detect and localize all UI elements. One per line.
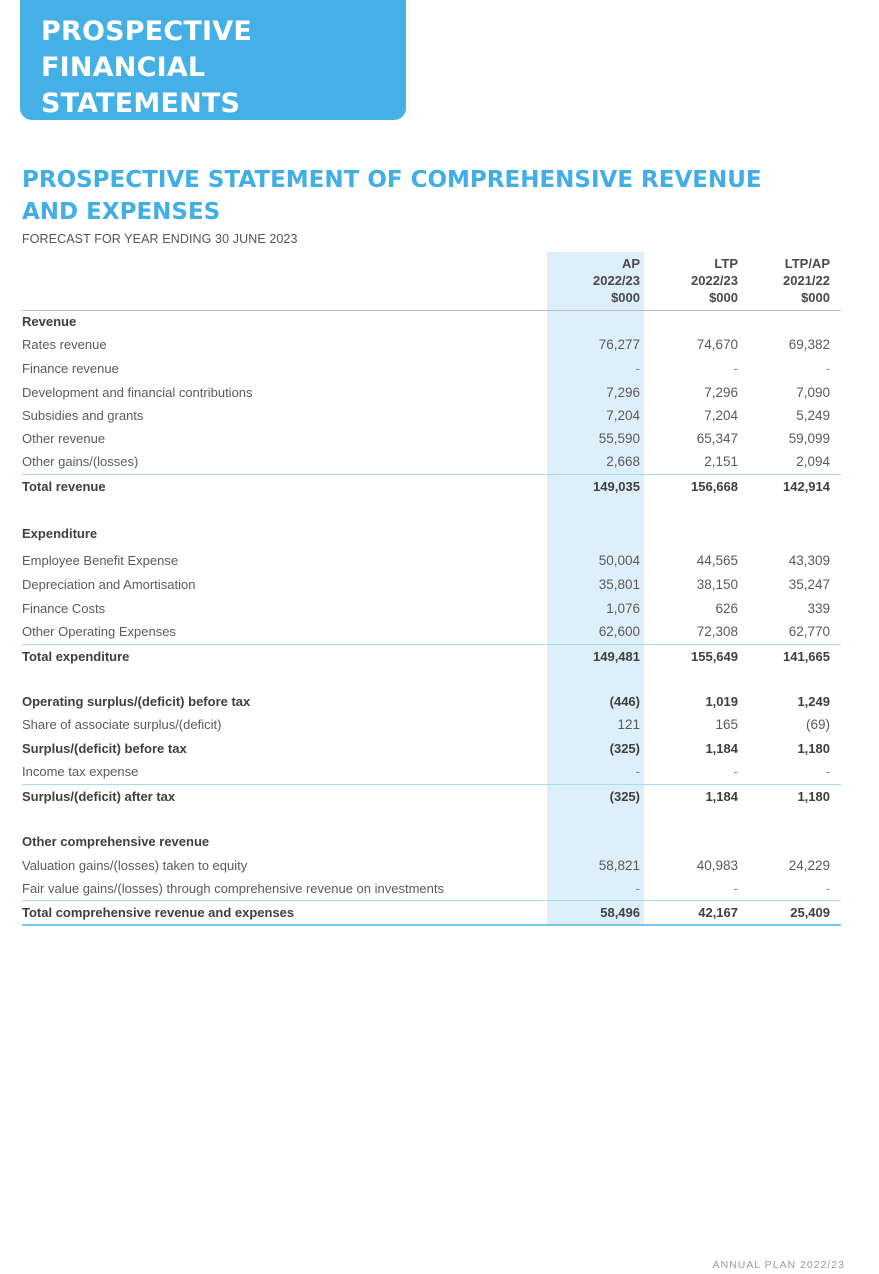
row-value-ap: 1,076	[606, 601, 640, 616]
row-label: Depreciation and Amortisation	[22, 577, 196, 592]
row-label: Other Operating Expenses	[22, 624, 176, 639]
row-value-ltp-ap: -	[825, 764, 830, 779]
row-value-ltp-ap: 5,249	[796, 408, 830, 423]
section-banner	[20, 0, 406, 120]
row-value-ap: 76,277	[598, 337, 640, 352]
table-row	[22, 597, 841, 620]
table-row	[22, 404, 841, 427]
column-header-line: 2022/23	[691, 273, 738, 288]
row-value-ltp: 7,204	[704, 408, 738, 423]
column-header-line: $000	[801, 290, 830, 305]
row-label: Total expenditure	[22, 649, 130, 664]
column-header-line: LTP/AP	[784, 256, 830, 271]
row-value-ltp-ap: -	[825, 881, 830, 896]
section-heading-revenue	[22, 310, 841, 333]
row-label: Other comprehensive revenue	[22, 834, 210, 849]
row-value-ap: -	[635, 881, 640, 896]
table-row	[22, 450, 841, 473]
row-value-ap: 149,035	[593, 479, 640, 494]
table-row	[22, 573, 841, 596]
row-label: Subsidies and grants	[22, 408, 144, 423]
row-value-ltp: 626	[715, 601, 738, 616]
row-label: Valuation gains/(losses) taken to equity	[22, 858, 248, 873]
row-label: Finance Costs	[22, 601, 106, 616]
row-label: Other gains/(losses)	[22, 454, 139, 469]
row-value-ap: 7,204	[606, 408, 640, 423]
column-header-ap	[550, 255, 640, 306]
row-value-ap: 58,496	[600, 905, 640, 920]
row-value-ltp: -	[733, 764, 738, 779]
row-value-ap: 121	[617, 717, 640, 732]
row-value-ltp: 1,184	[705, 741, 738, 756]
section-heading-expenditure	[22, 522, 841, 545]
row-label: Fair value gains/(losses) through comprehensive revenue on investments	[22, 881, 444, 896]
row-value-ap: (325)	[609, 741, 640, 756]
row-value-ltp-ap: 141,665	[783, 649, 830, 664]
row-value-ltp-ap: 2,094	[796, 454, 830, 469]
table-row	[22, 713, 841, 736]
row-value-ltp: -	[733, 881, 738, 896]
statement-title-line-2: AND EXPENSES	[22, 199, 221, 225]
row-value-ap: (446)	[609, 694, 640, 709]
row-label: Rates revenue	[22, 337, 107, 352]
row-value-ltp-ap: 62,770	[788, 624, 830, 639]
row-value-ltp: 1,019	[705, 694, 738, 709]
row-value-ap: 50,004	[598, 553, 640, 568]
row-value-ltp-ap: 24,229	[788, 858, 830, 873]
row-value-ltp-ap: -	[825, 361, 830, 376]
row-value-ltp-ap: (69)	[805, 717, 830, 732]
row-value-ap: 62,600	[598, 624, 640, 639]
row-value-ltp: 38,150	[696, 577, 738, 592]
table-row	[22, 381, 841, 404]
row-label: Operating surplus/(deficit) before tax	[22, 694, 251, 709]
row-value-ap: 35,801	[598, 577, 640, 592]
row-label: Surplus/(deficit) before tax	[22, 741, 187, 756]
row-value-ltp: 42,167	[698, 905, 738, 920]
row-value-ltp: -	[733, 361, 738, 376]
row-label: Income tax expense	[22, 764, 139, 779]
row-value-ap: 58,821	[598, 858, 640, 873]
row-value-ltp-ap: 59,099	[788, 431, 830, 446]
row-value-ltp: 165	[715, 717, 738, 732]
row-label: Employee Benefit Expense	[22, 553, 179, 568]
row-label: Total revenue	[22, 479, 106, 494]
row-value-ltp: 72,308	[696, 624, 738, 639]
row-value-ltp-ap: 7,090	[796, 385, 830, 400]
column-header-line: $000	[611, 290, 640, 305]
table-row	[22, 690, 841, 713]
row-label: Surplus/(deficit) after tax	[22, 789, 176, 804]
row-label: Finance revenue	[22, 361, 119, 376]
row-label: Other revenue	[22, 431, 106, 446]
row-value-ap: 149,481	[593, 649, 640, 664]
row-value-ltp: 156,668	[691, 479, 738, 494]
table-row	[22, 620, 841, 643]
statement-title	[22, 164, 822, 228]
column-header-line: LTP	[714, 256, 738, 271]
row-value-ltp-ap: 1,249	[797, 694, 830, 709]
table-row	[22, 357, 841, 380]
row-value-ap: 7,296	[606, 385, 640, 400]
banner-line-1: PROSPECTIVE	[41, 16, 253, 47]
statement-title-line-1: PROSPECTIVE STATEMENT OF COMPREHENSIVE REVENUE	[22, 167, 762, 193]
table-row	[22, 333, 841, 356]
row-value-ltp-ap: 1,180	[797, 789, 830, 804]
column-header-line: 2021/22	[783, 273, 830, 288]
row-value-ltp: 65,347	[696, 431, 738, 446]
row-value-ltp-ap: 43,309	[788, 553, 830, 568]
total-row-surplus	[22, 784, 841, 808]
table-row	[22, 877, 841, 900]
section-heading-other-comprehensive	[22, 830, 841, 853]
row-label: Development and financial contributions	[22, 385, 253, 400]
row-value-ap: -	[635, 764, 640, 779]
row-label: Total comprehensive revenue and expenses	[22, 905, 295, 920]
row-value-ap: 55,590	[598, 431, 640, 446]
row-label: Share of associate surplus/(deficit)	[22, 717, 222, 732]
row-label: Revenue	[22, 314, 77, 329]
table-row	[22, 854, 841, 877]
row-value-ap: -	[635, 361, 640, 376]
row-value-ltp-ap: 142,914	[783, 479, 830, 494]
column-header-line: AP	[621, 256, 640, 271]
grand-total-row	[22, 900, 841, 926]
row-label: Expenditure	[22, 526, 98, 541]
table-row	[22, 760, 841, 783]
column-header-ltp	[648, 255, 738, 306]
column-header-ltp-ap	[740, 255, 830, 306]
total-row-expenditure	[22, 644, 841, 668]
table-row	[22, 427, 841, 450]
row-value-ltp-ap: 69,382	[788, 337, 830, 352]
statement-subtitle: FORECAST FOR YEAR ENDING 30 JUNE 2023	[22, 232, 298, 246]
row-value-ltp: 74,670	[696, 337, 738, 352]
row-value-ltp: 7,296	[704, 385, 738, 400]
column-header-line: 2022/23	[593, 273, 640, 288]
row-value-ltp: 2,151	[704, 454, 738, 469]
row-value-ltp: 44,565	[696, 553, 738, 568]
table-header	[22, 252, 841, 311]
row-value-ltp: 40,983	[696, 858, 738, 873]
row-value-ap: 2,668	[606, 454, 640, 469]
table-row	[22, 737, 841, 760]
row-value-ltp: 1,184	[705, 789, 738, 804]
banner-line-2: FINANCIAL STATEMENTS	[41, 52, 241, 119]
row-value-ltp: 155,649	[691, 649, 738, 664]
total-row-revenue	[22, 474, 841, 498]
page-footer: ANNUAL PLAN 2022/23	[712, 1259, 845, 1271]
row-value-ap: (325)	[609, 789, 640, 804]
row-value-ltp-ap: 25,409	[790, 905, 830, 920]
row-value-ltp-ap: 339	[807, 601, 830, 616]
row-value-ltp-ap: 1,180	[797, 741, 830, 756]
table-row	[22, 549, 841, 572]
row-value-ltp-ap: 35,247	[788, 577, 830, 592]
column-header-line: $000	[709, 290, 738, 305]
